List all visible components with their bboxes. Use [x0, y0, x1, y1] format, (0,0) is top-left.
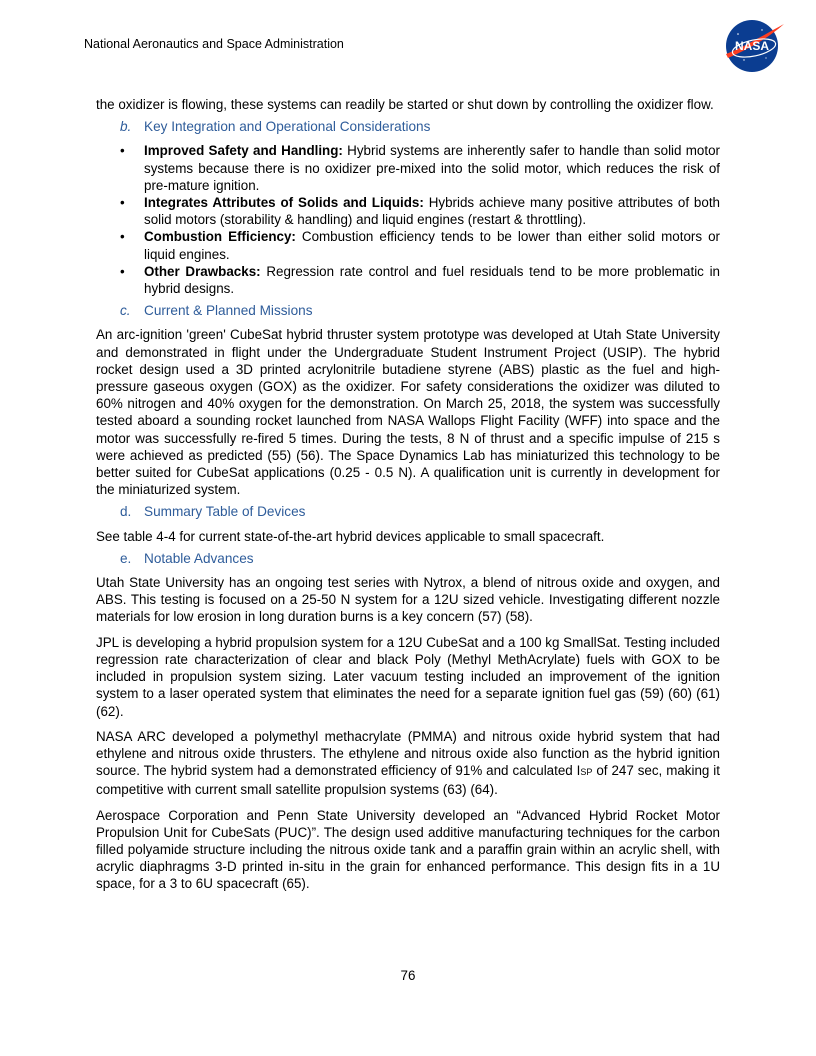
- bullet-icon: •: [120, 143, 125, 159]
- section-c-heading: [120, 302, 720, 319]
- list-item: [96, 228, 720, 262]
- list-item-term: Other Drawbacks:: [144, 263, 261, 279]
- advances-paragraph-3: [96, 728, 720, 799]
- bullet-icon: •: [120, 263, 125, 279]
- nasa-logo: [722, 18, 786, 74]
- intro-paragraph: the oxidizer is flowing, these systems can readily be started or shut down by controlling the oxidizer flow.: [96, 97, 714, 112]
- list-item: [96, 263, 720, 297]
- list-item-text: Combustion efficiency tends to be lower than either solid motors or liquid engines.: [144, 229, 720, 262]
- section-e-title: Notable Advances: [144, 550, 254, 566]
- section-d-title: Summary Table of Devices: [144, 504, 306, 520]
- page-content: [96, 96, 720, 893]
- list-item-term: Integrates Attributes of Solids and Liquids:: [144, 195, 424, 211]
- section-d-heading: [120, 503, 720, 520]
- list-item: [96, 142, 720, 194]
- advances-paragraph-4: Aerospace Corporation and Penn State University developed an “Advanced Hybrid Rocket Motor Propulsion Unit for CubeSats (PUC)”. The design used additive manufacturing techniques for the carbon filled polyamide structure including the nitrous oxide tank and a paraffin grain within an acrylic shell, with acrylic diaphragms 3-D printed in-situ in the grain for enhanced performance. This design fits in a 1U space, for a 3 to 6U spacecraft (65).: [96, 807, 720, 892]
- section-b-title: Key Integration and Operational Considerations: [144, 119, 431, 135]
- header-title: National Aeronautics and Space Administration: [84, 37, 344, 51]
- advances-p3-text-end: of 247 sec, making it competitive with current small satellite propulsion systems (63) (64).: [96, 763, 720, 798]
- section-c-title: Current & Planned Missions: [144, 303, 313, 319]
- section-e-heading: [120, 550, 720, 567]
- list-item-text: Hybrids achieve many positive attributes of both solid motors (storability & handling) and liquid engines (restart & throttling).: [144, 195, 720, 228]
- list-item-text: Hybrid systems are inherently safer to handle than solid motor systems because there is no oxidizer pre-mixed into the solid motor, which reduces the risk of pre-mature ignition.: [144, 143, 720, 193]
- advances-p3-text: NASA ARC developed a polymethyl methacrylate (PMMA) and nitrous oxide hybrid system that had ethylene and nitrous oxide thrusters. The ethylene and nitrous oxide also function as the hybrid ignition source. The hybrid system had a demonstrated efficiency of 91% and calculated I: [96, 728, 720, 779]
- section-b-heading: [120, 118, 720, 135]
- list-item-term: Improved Safety and Handling:: [144, 143, 343, 159]
- advances-paragraph-2: JPL is developing a hybrid propulsion system for a 12U CubeSat and a 100 kg SmallSat. Testing included regression rate characterization of clear and black Poly (Methyl MethAcrylate) fuels with GOX to be included in propulsion system sizing. Later vacuum testing included an improvement of the ignition system to a laser operated system that eliminates the need for a separate ignition fuel gas (59) (60) (61) (62).: [96, 634, 720, 719]
- section-c-letter: c.: [120, 303, 131, 319]
- svg-text:NASA: NASA: [734, 39, 770, 53]
- bullet-icon: •: [120, 229, 125, 245]
- list-item-term: Combustion Efficiency:: [144, 229, 296, 245]
- section-b-letter: b.: [120, 119, 132, 135]
- advances-paragraph-1: Utah State University has an ongoing test series with Nytrox, a blend of nitrous oxide and oxygen, and ABS. This testing is focused on a 25-50 N system for a 12U sized vehicle. Investigating different nozzle materials for low erosion in long duration burns is a key concern (57) (58).: [96, 575, 720, 625]
- isp-subscript: SP: [580, 767, 593, 778]
- missions-paragraph: An arc-ignition 'green' CubeSat hybrid thruster system prototype was developed at Utah State University and demonstrated in flight under the Undergraduate Student Instrument Project (USIP). The hybrid rocket design used a 3D printed acrylonitrile butadiene styrene (ABS) plastic as the fuel and high-pressure gaseous oxygen (GOX) as the oxidizer. For safety considerations the oxidizer was diluted to 60% nitrogen and 40% oxygen for the demonstration. On March 25, 2018, the system was successfully tested aboard a sounding rocket launched from NASA Wallops Flight Facility (WFF) into space and the motor was successfully re-fired 5 times. During the tests, 8 N of thrust and a specific impulse of 215 s were achieved as predicted (55) (56). The Space Dynamics Lab has miniaturized this technology to be better suited for CubeSat applications (0.25 - 0.5 N). A qualification unit is currently in development for the miniaturized system.: [96, 327, 720, 498]
- considerations-list: [96, 142, 720, 297]
- bullet-icon: •: [120, 195, 125, 211]
- section-e-letter: e.: [120, 550, 132, 566]
- page-number: 76: [400, 968, 416, 983]
- list-item: [96, 194, 720, 228]
- section-d-letter: d.: [120, 504, 132, 520]
- list-item-text: Regression rate control and fuel residuals tend to be more problematic in hybrid designs.: [144, 263, 720, 297]
- summary-paragraph: See table 4-4 for current state-of-the-art hybrid devices applicable to small spacecraft.: [96, 528, 605, 544]
